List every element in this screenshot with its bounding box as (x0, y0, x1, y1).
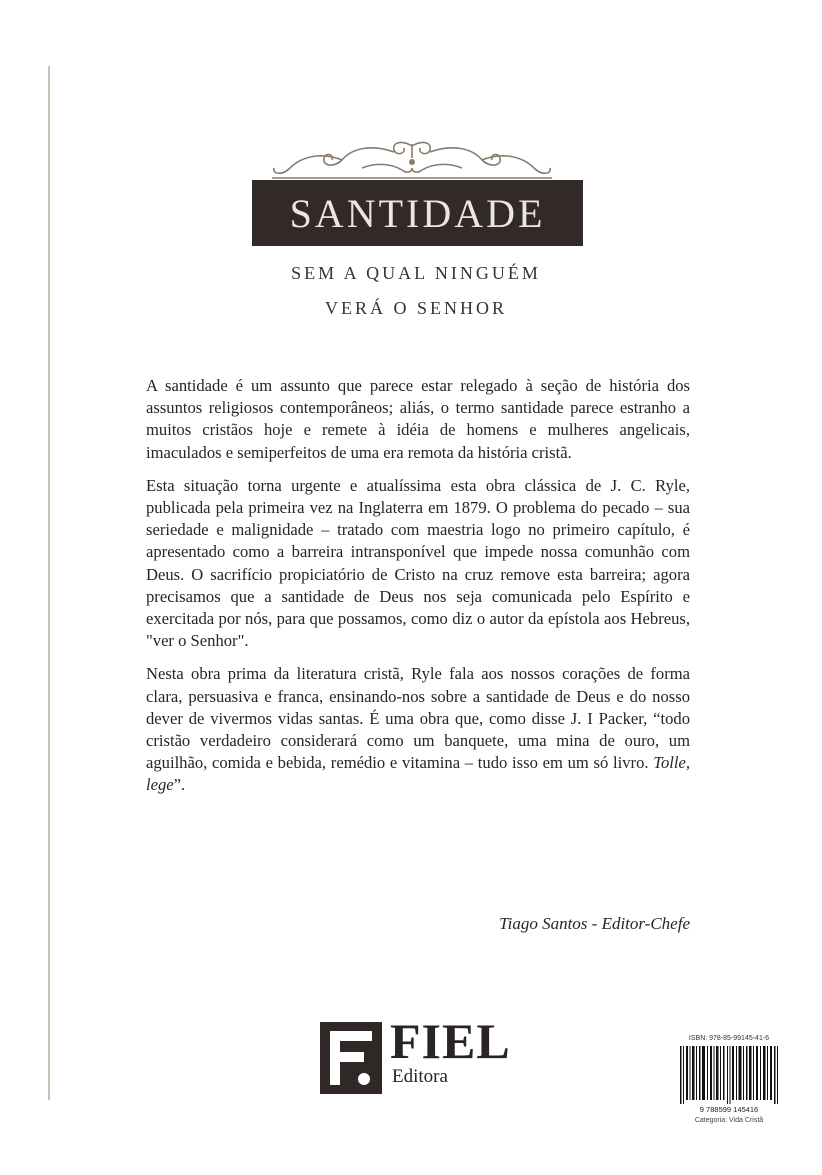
paragraph-3-main: Nesta obra prima da literatura cristã, Ryle fala aos nossos corações de forma clara, persuasiva e franca, ensinando-nos sobre a santidade de Deus e do nosso dever de vivermos vidas santas. É uma obra que, como disse J. I Packer, “todo cristão verdadeiro considerará como um banquete, uma mina de ouro, um aguilhão, comida e bebida, remédio e vitamina – tudo isso em um só livro. (146, 664, 690, 773)
synopsis-text (146, 375, 690, 808)
publisher-subtitle: Editora (392, 1066, 448, 1087)
barcode-number: 9 788599 145416 (699, 1105, 759, 1114)
publisher-name: FIEL (390, 1013, 511, 1069)
subtitle-line-2: VERÁ O SENHOR (324, 298, 507, 318)
paragraph-3-end: ”. (173, 775, 186, 795)
barcode-category: Categoria: Vida Cristã (694, 1117, 764, 1124)
synopsis-paragraph-3 (146, 663, 690, 796)
latin-phrase: Tolle, lege (146, 753, 690, 795)
spine-fold-line (48, 66, 50, 1100)
editor-signature: Tiago Santos - Editor-Chefe (499, 914, 690, 933)
ornament-flourish-icon (262, 138, 562, 184)
publisher-logo-icon (320, 1022, 382, 1094)
subtitle-line-1: SEM A QUAL NINGUÉM (291, 263, 541, 283)
synopsis-paragraph-1: A santidade é um assunto que parece estar relegado à seção de história dos assuntos religiosos contemporâneos; aliás, o termo santidade parece estranho a muitos cristãos hoje e remete à idéia de homens e mulheres angelicais, imaculados e semiperfeitos de uma era remota da história cristã. (146, 376, 690, 462)
barcode-icon (678, 1046, 780, 1104)
synopsis-paragraph-2: Esta situação torna urgente e atualíssima esta obra clássica de J. C. Ryle, publicada pela primeira vez na Inglaterra em 1879. O problema do pecado – sua seriedade e malignidade – tratado com maestria logo no primeiro capítulo, é apresentado como a barreira intransponível que impede nossa comunhão com Deus. O sacrifício propiciatório de Cristo na cruz remove esta barreira; agora precisamos que a santidade de Deus nos seja comunicada pelo Espírito e exercitada por nós, para que possamos, como diz o autor da epístola aos Hebreus, "ver o Senhor". (146, 475, 690, 651)
title-banner (252, 180, 583, 246)
isbn-label: ISBN: 978-85-99145-41-6 (688, 1035, 770, 1042)
book-title: SANTIDADE (289, 190, 546, 236)
